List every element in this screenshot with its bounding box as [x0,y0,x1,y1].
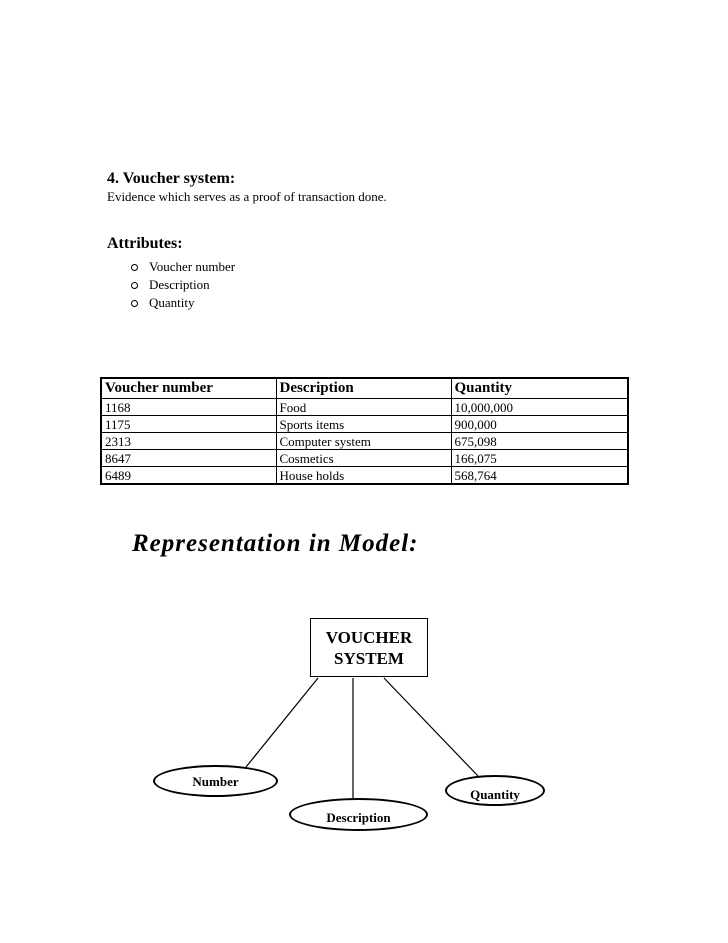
attribute-label: Voucher number [149,259,236,274]
cell-voucher-number: 1168 [101,399,276,416]
attribute-ellipse-number: Number [153,765,278,797]
cell-description: Cosmetics [276,450,451,467]
cell-quantity: 10,000,000 [451,399,628,416]
cell-description: Computer system [276,433,451,450]
attribute-label: Quantity [149,295,195,310]
entity-label-line1: VOUCHER [325,628,413,647]
attribute-ellipse-description: Description [289,798,428,831]
column-header-description: Description [276,378,451,399]
section-title: 4. Voucher system: [107,170,236,187]
model-heading: Representation in Model: [132,530,419,557]
connector-number [246,678,318,767]
entity-label-line2: SYSTEM [334,649,404,668]
cell-quantity: 900,000 [451,416,628,433]
attribute-label: Description [149,277,210,292]
cell-description: Sports items [276,416,451,433]
column-header-voucher-number: Voucher number [101,378,276,399]
section-description: Evidence which serves as a proof of transaction done. [107,189,387,204]
cell-voucher-number: 6489 [101,467,276,485]
attribute-ellipse-quantity: Quantity [445,775,545,806]
cell-description: House holds [276,467,451,485]
cell-quantity: 568,764 [451,467,628,485]
cell-quantity: 675,098 [451,433,628,450]
cell-description: Food [276,399,451,416]
column-header-quantity: Quantity [451,378,628,399]
entity-voucher-system [310,618,428,677]
cell-quantity: 166,075 [451,450,628,467]
cell-voucher-number: 8647 [101,450,276,467]
attributes-title: Attributes: [107,235,183,252]
cell-voucher-number: 1175 [101,416,276,433]
connector-quantity [384,678,478,776]
cell-voucher-number: 2313 [101,433,276,450]
